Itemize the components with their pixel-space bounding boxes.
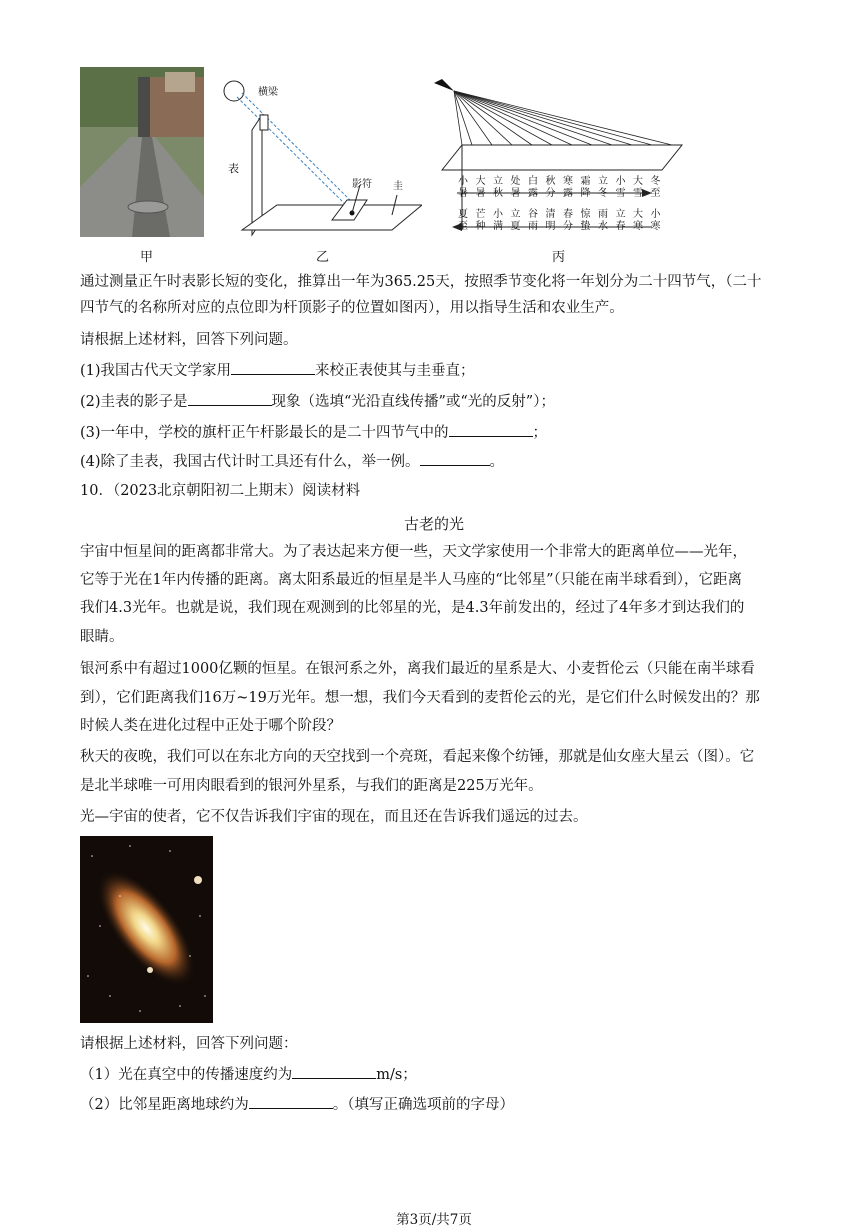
solar-term-char: 寒: [650, 221, 661, 232]
article-p1-4: 眼睛。: [80, 629, 124, 645]
answer-blank-4[interactable]: [420, 451, 490, 466]
photo-gnomon: [80, 67, 204, 237]
answer-blank-6[interactable]: [249, 1094, 333, 1109]
article-p2-1: 银河系中有超过1000亿颗的恒星。在银河系之外，离我们最近的星系是大、小麦哲伦云（只能在南半球看: [80, 661, 755, 677]
solar-term-char: 秋: [493, 188, 503, 199]
caption-solar-terms: 丙: [552, 250, 566, 265]
article-p1-3: 我们4.3光年。也就是说，我们现在观测到的比邻星的光，是4.3年前发出的，经过了4年多才到达我们的: [80, 600, 745, 616]
caption-photo: 甲: [140, 250, 154, 265]
question-2: (2)圭表的影子是 现象（选填“光沿直线传播”或“光的反射”）；: [80, 391, 555, 412]
solar-term-char: 夏: [458, 209, 468, 220]
label-shadow: 影符: [352, 179, 372, 190]
label-beam: 横梁: [258, 87, 278, 98]
solar-term-char: 雪: [633, 188, 643, 199]
article-p3-2: 是北半球唯一可用肉眼看到的银河外星系，与我们的距离是225万光年。: [80, 778, 543, 794]
solar-term-char: 夏: [510, 221, 521, 232]
solar-term-char: 寒: [563, 176, 573, 187]
solar-term-char: 芒: [475, 209, 486, 220]
para-gnomon-1: 通过测量正午时表影长短的变化，推算出一年为365.25天，按照季节变化将一年划分为二十四节气，（二十: [80, 274, 762, 290]
answer-blank-5[interactable]: [292, 1064, 376, 1079]
article-p2-3: 时候人类在进化过程中正处于哪个阶段？: [80, 718, 341, 734]
article-title: 古老的光: [403, 515, 464, 533]
galaxy-image: [80, 836, 213, 1023]
solar-term-char: 小: [615, 176, 626, 187]
para-gnomon-2: 四节气的名称所对应的点位即为杆顶影子的位置如图丙），用以指导生活和农业生产。: [80, 300, 624, 316]
article-p1-1: 宇宙中恒星间的距离都非常大。为了表达起来方便一些，天文学家使用一个非常大的距离单位——光年，: [80, 544, 747, 560]
prompt-1: 请根据上述材料，回答下列问题。: [80, 332, 298, 348]
answer-blank-1[interactable]: [231, 360, 315, 375]
solar-term-char: 谷: [528, 209, 538, 220]
solar-term-char: 雨: [528, 221, 538, 232]
caption-diagram: 乙: [316, 250, 330, 265]
solar-term-char: 大: [633, 209, 643, 220]
answer-blank-3[interactable]: [449, 422, 533, 437]
solar-term-char: 小: [650, 209, 661, 220]
solar-term-char: 立: [510, 209, 521, 220]
solar-term-char: 春: [563, 209, 573, 220]
solar-term-char: 冬: [650, 176, 661, 187]
solar-term-char: 霜: [580, 176, 591, 187]
question-10-header: 10．（2023北京朝阳初二上期末）阅读材料: [80, 483, 361, 499]
article-p2-2: 到），它们距离我们16万~19万光年。想一想，我们今天看到的麦哲伦云的光，是它们什么时候发出的？那: [80, 690, 760, 706]
solar-term-char: 秋: [545, 176, 556, 187]
solar-term-char: 分: [545, 188, 556, 199]
solar-term-char: 大: [633, 176, 643, 187]
solar-term-char: 惊: [580, 209, 591, 220]
solar-term-char: 立: [598, 176, 608, 187]
solar-term-char: 露: [563, 188, 573, 199]
solar-term-char: 雪: [615, 188, 626, 199]
solar-term-char: 露: [528, 188, 538, 199]
page-footer: 第3页/共7页: [396, 1212, 472, 1228]
solar-term-char: 清: [545, 209, 556, 220]
question-3: (3)一年中，学校的旗杆正午杆影最长的是二十四节气中的 ；: [80, 422, 547, 443]
solar-term-char: 寒: [633, 221, 643, 232]
solar-term-char: 冬: [598, 188, 608, 199]
solar-term-char: 种: [475, 221, 486, 232]
solar-term-char: 大: [475, 176, 486, 187]
solar-term-char: 春: [615, 221, 626, 232]
solar-term-char: 蛰: [580, 221, 591, 232]
solar-term-char: 小: [458, 176, 468, 187]
solar-term-char: 至: [458, 221, 468, 232]
solar-term-char: 立: [493, 176, 503, 187]
solar-term-char: 暑: [475, 188, 486, 199]
solar-term-char: 水: [598, 221, 608, 232]
solar-term-char: 立: [615, 209, 626, 220]
solar-term-char: 小: [493, 209, 503, 220]
solar-term-char: 雨: [598, 209, 608, 220]
article-p3-1: 秋天的夜晚，我们可以在东北方向的天空找到一个亮斑，看起来像个纺锤，那就是仙女座大星云（图）。它: [80, 749, 755, 765]
diagram-gnomon: [222, 75, 422, 240]
answer-blank-2[interactable]: [188, 391, 272, 406]
solar-term-char: 至: [650, 188, 661, 199]
solar-term-char: 明: [545, 221, 556, 232]
solar-term-char: 满: [493, 221, 503, 232]
solar-term-char: 处: [510, 176, 521, 187]
solar-term-char: 暑: [458, 188, 468, 199]
sub-question-1: （1）光在真空中的传播速度约为 m/s；: [80, 1064, 417, 1085]
solar-term-char: 分: [563, 221, 573, 232]
solar-term-char: 暑: [510, 188, 521, 199]
solar-term-char: 白: [528, 176, 538, 187]
article-p1-2: 它等于光在1年内传播的距离。离太阳系最近的恒星是半人马座的“比邻星”（只能在南半球看到），它距离: [80, 572, 743, 588]
sub-question-2: （2）比邻星距离地球约为 。（填写正确选项前的字母）: [80, 1094, 514, 1115]
prompt-2: 请根据上述材料，回答下列问题：: [80, 1036, 298, 1052]
question-4: (4)除了圭表，我国古代计时工具还有什么，举一例。 。: [80, 451, 504, 472]
article-p4: 光—宇宙的使者，它不仅告诉我们宇宙的现在，而且还在告诉我们遥远的过去。: [80, 809, 588, 825]
label-post: 表: [228, 162, 239, 175]
label-ruler: 圭: [393, 181, 403, 192]
solar-term-char: 降: [580, 188, 591, 199]
diagram-solar-terms: [432, 75, 684, 240]
question-1: (1)我国古代天文学家用 来校正表使其与圭垂直；: [80, 360, 475, 381]
